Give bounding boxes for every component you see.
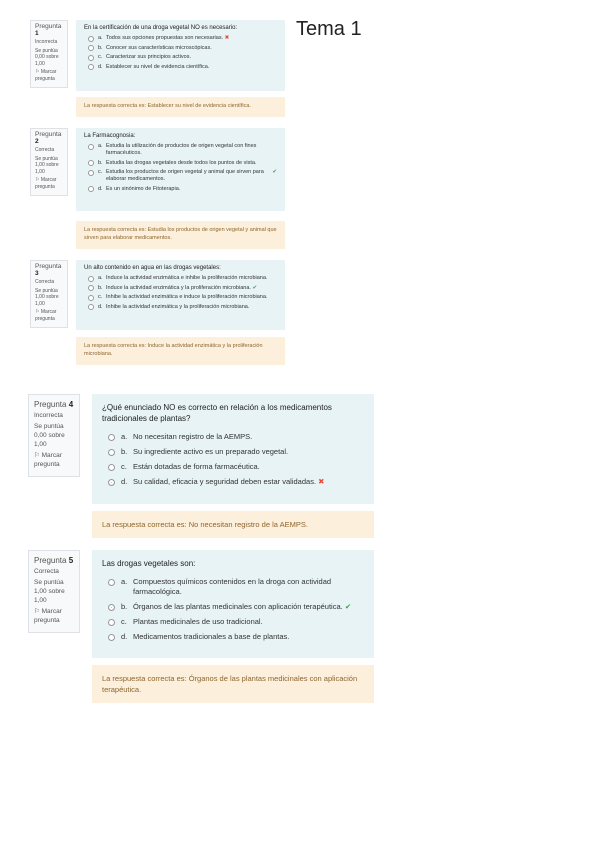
answer-list [84, 275, 277, 311]
answer-option[interactable]: c. Están dotadas de forma farmacéutica. [102, 462, 364, 472]
question-score: Se puntúa 1,00 sobre 1,00 [34, 579, 65, 604]
answer-option[interactable]: d. Inhibe la actividad enzimática y la proliferación microbiana. [84, 304, 277, 311]
flag-icon: ⚐ [35, 69, 40, 75]
flag-question-link[interactable]: ⚐ Marcar pregunta [34, 608, 62, 624]
answer-option[interactable]: d. Es un sinónimo de Fitoterapia. [84, 186, 277, 193]
answer-option[interactable]: a. No necesitan registro de la AEMPS. [102, 432, 364, 442]
question-number: Pregunta 3 [35, 263, 62, 277]
answer-option[interactable]: d. Establecer su nivel de evidencia científica. [84, 64, 277, 71]
correct-icon: ✔ [252, 284, 258, 291]
question-number: Pregunta 1 [35, 23, 62, 37]
answer-option[interactable]: d. Medicamentos tradicionales a base de plantas. [102, 632, 364, 642]
question-score: Se puntúa 1,00 sobre 1,00 [35, 287, 59, 307]
answer-option[interactable]: c. Caracterizar sus principios activos. [84, 54, 277, 61]
radio-button[interactable] [88, 36, 94, 42]
question-text: La Farmacognosia: [84, 133, 136, 139]
question-state: Incorrecta [34, 412, 63, 419]
page-title: Tema 1 [296, 18, 362, 40]
feedback-box: La respuesta correcta es: Órganos de las plantas medicinales con aplicación terapéutica. [92, 665, 374, 703]
question-state: Correcta [35, 279, 55, 285]
feedback-box: La respuesta correcta es: Establecer su nivel de evidencia científica. [76, 97, 285, 117]
answer-option[interactable]: b. Su ingrediente activo es un preparado vegetal. [102, 447, 364, 457]
correct-icon: ✔ [344, 602, 352, 611]
flag-question-link[interactable]: ⚐ Marcar pregunta [35, 69, 57, 82]
flag-icon: ⚐ [35, 309, 40, 315]
question-info [30, 20, 68, 88]
radio-button[interactable] [108, 619, 115, 626]
feedback-box: La respuesta correcta es: Estudia los productos de origen vegetal y animal que sirven para elaborar medicamentos. [76, 221, 285, 249]
radio-button[interactable] [108, 464, 115, 471]
incorrect-icon: ✖ [318, 477, 325, 486]
radio-button[interactable] [108, 579, 115, 586]
answer-option[interactable]: b. Estudia las drogas vegetales desde todos los puntos de vista. [84, 160, 277, 167]
answer-option[interactable]: a. Estudia la utilización de productos de origen vegetal con fines farmacéuticos. [84, 143, 277, 157]
answer-option[interactable]: a. Compuestos químicos contenidos en la droga con actividad farmacológica. [102, 577, 364, 597]
answer-option[interactable]: a. Induce la actividad enzimática e inhibe la proliferación microbiana. [84, 275, 277, 282]
radio-button[interactable] [88, 276, 94, 282]
flag-question-link[interactable]: ⚐ Marcar pregunta [35, 309, 57, 322]
question-text: Las drogas vegetales son: [102, 559, 196, 568]
question-number: Pregunta 4 [34, 400, 74, 409]
answer-list [84, 35, 277, 71]
radio-button[interactable] [108, 434, 115, 441]
radio-button[interactable] [88, 45, 94, 51]
radio-button[interactable] [88, 186, 94, 192]
answer-option[interactable]: a. Todos sus opciones propuestas son necesarias. ✖ [84, 35, 277, 42]
answer-option[interactable]: b. Órganos de las plantas medicinales con aplicación terapéutica. ✔ [102, 602, 364, 612]
radio-button[interactable] [88, 304, 94, 310]
radio-button[interactable] [108, 449, 115, 456]
answer-option[interactable]: c. Plantas medicinales de uso tradicional. [102, 617, 364, 627]
radio-button[interactable] [88, 295, 94, 301]
answer-list [102, 577, 364, 642]
radio-button[interactable] [108, 604, 115, 611]
answer-option[interactable]: d. Su calidad, eficacia y seguridad deben estar validadas. ✖ [102, 477, 364, 487]
question-content [76, 260, 285, 330]
question-text: ¿Qué enunciado NO es correcto en relación a los medicamentos tradicionales de plantas? [102, 403, 332, 423]
question-score: Se puntúa 0,00 sobre 1,00 [34, 423, 65, 448]
question-content [76, 128, 285, 211]
radio-button[interactable] [88, 160, 94, 166]
question-info [28, 394, 80, 477]
radio-button[interactable] [88, 170, 94, 176]
correct-icon: ✔ [272, 169, 277, 175]
question-state: Correcta [34, 568, 59, 575]
question-text: En la certificación de una droga vegetal NO es necesario: [84, 25, 238, 31]
answer-option[interactable]: b. Induce la actividad enzimática y la proliferación microbiana. ✔ [84, 285, 277, 292]
flag-question-link[interactable]: ⚐ Marcar pregunta [35, 177, 57, 190]
question-number: Pregunta 2 [35, 131, 62, 145]
radio-button[interactable] [108, 479, 115, 486]
question-score: Se puntúa 0,00 sobre 1,00 [35, 47, 59, 67]
flag-question-link[interactable]: ⚐ Marcar pregunta [34, 452, 62, 468]
question-content [92, 550, 374, 658]
question-text: Un alto contenido en agua en las drogas vegetales: [84, 265, 221, 271]
question-info [28, 550, 80, 633]
answer-list [84, 143, 277, 193]
answer-list [102, 432, 364, 487]
radio-button[interactable] [88, 144, 94, 150]
flag-icon: ⚐ [34, 452, 40, 459]
question-state: Correcta [35, 147, 55, 153]
question-info [30, 128, 68, 196]
flag-icon: ⚐ [34, 608, 40, 615]
flag-icon: ⚐ [35, 177, 40, 183]
question-content [92, 394, 374, 504]
feedback-box: La respuesta correcta es: Induce la actividad enzimática y la proliferación microbiana. [76, 337, 285, 365]
question-info [30, 260, 68, 328]
radio-button[interactable] [88, 64, 94, 70]
answer-option[interactable]: c. Estudia los productos de origen vegetal y animal que sirven para elaborar medicamentos. ✔ [84, 169, 277, 183]
answer-option[interactable]: b. Conocer sus características microscópicas. [84, 45, 277, 52]
feedback-box: La respuesta correcta es: No necesitan registro de la AEMPS. [92, 511, 374, 538]
radio-button[interactable] [88, 55, 94, 61]
question-state: Incorrecta [35, 39, 58, 45]
answer-option[interactable]: c. Inhibe la actividad enzimática e induce la proliferación microbiana. [84, 294, 277, 301]
radio-button[interactable] [108, 634, 115, 641]
incorrect-icon: ✖ [224, 35, 230, 41]
question-score: Se puntúa 1,00 sobre 1,00 [35, 155, 59, 175]
question-number: Pregunta 5 [34, 556, 74, 565]
radio-button[interactable] [88, 285, 94, 291]
question-content [76, 20, 285, 91]
